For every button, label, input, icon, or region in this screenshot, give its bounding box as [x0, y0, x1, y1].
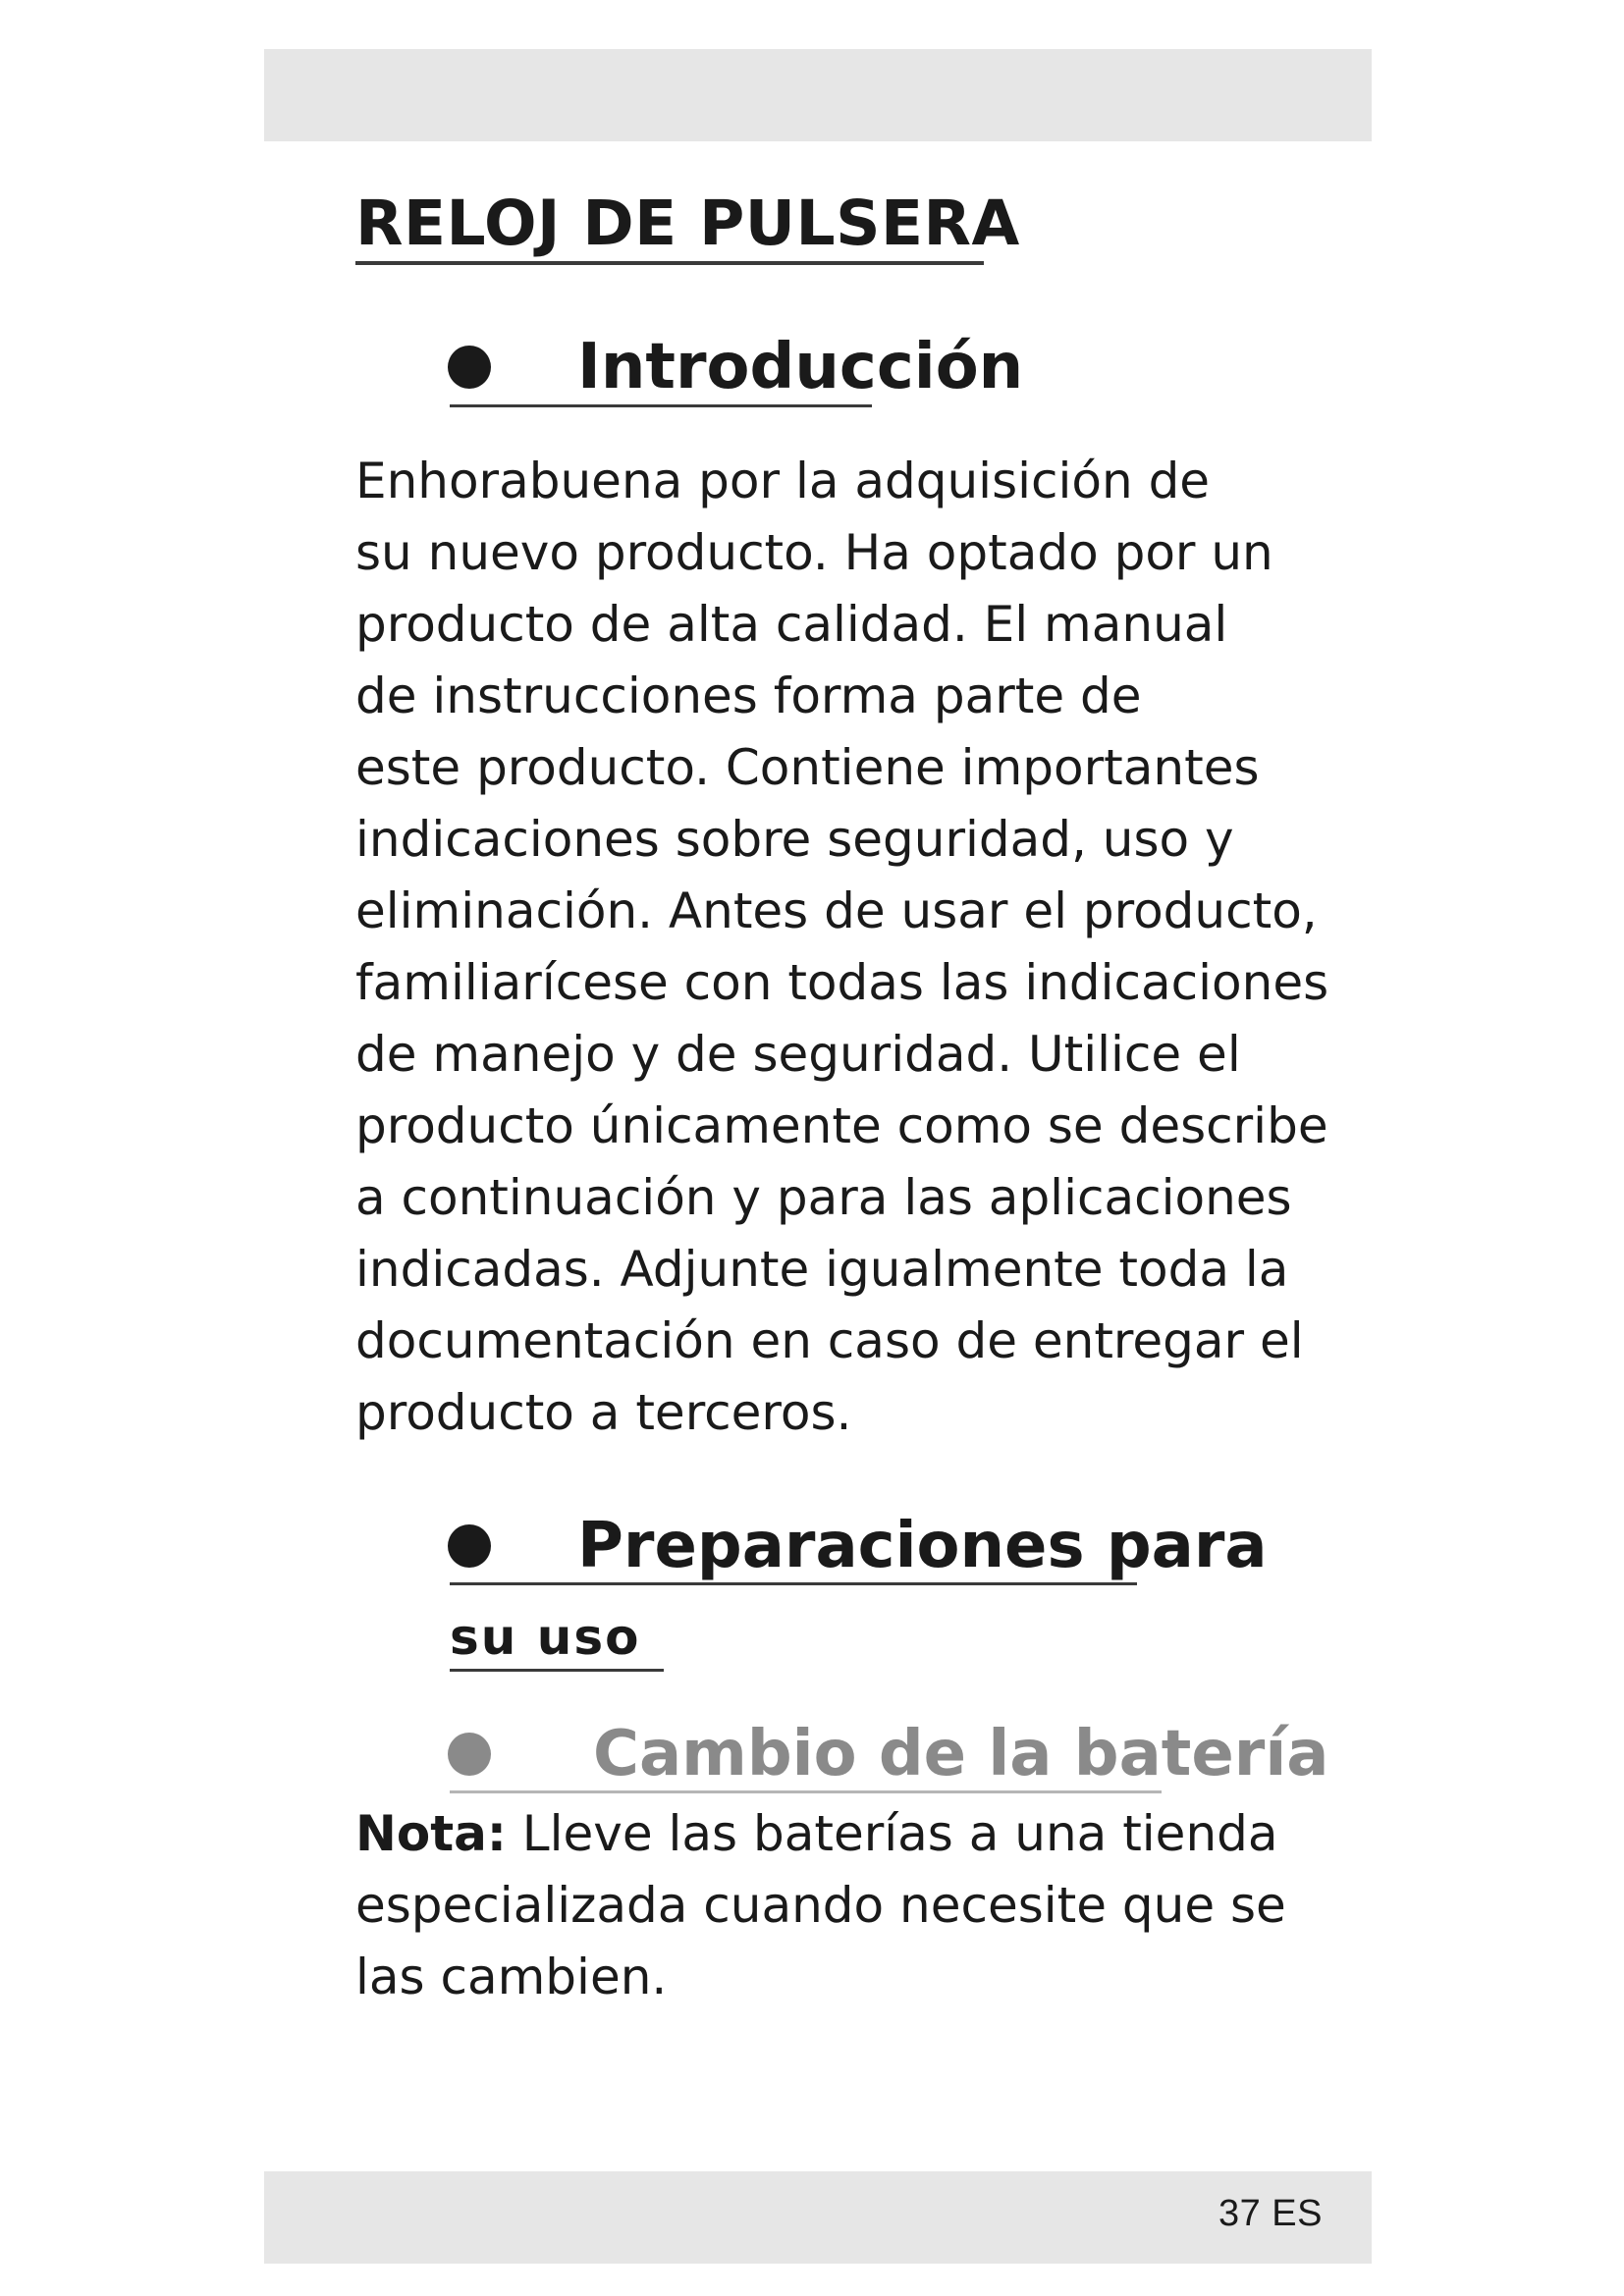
heading-preparaciones: Preparaciones para [577, 1510, 1268, 1582]
note-label: Nota: [355, 1805, 507, 1862]
heading-underline [450, 1790, 1162, 1793]
heading-underline [450, 404, 872, 407]
paragraph-line: su nuevo producto. Ha optado por un [355, 524, 1273, 581]
note-text: Lleve las baterías a una tienda [506, 1805, 1278, 1862]
document-title-underline [355, 261, 984, 265]
paragraph-line: indicadas. Adjunte igualmente toda la [355, 1241, 1289, 1298]
paragraph-line: de manejo y de seguridad. Utilice el [355, 1026, 1241, 1083]
document-title: RELOJ DE PULSERA [355, 187, 1020, 259]
bullet-icon [448, 1524, 491, 1568]
note-paragraph [355, 1798, 1286, 2013]
heading-underline [450, 1582, 1137, 1585]
page-number: 37 ES [1218, 2193, 1323, 2234]
header-band [264, 49, 1372, 141]
heading-preparaciones-continued: su uso [450, 1609, 641, 1666]
bullet-icon [448, 1733, 491, 1776]
paragraph-line: producto a terceros. [355, 1384, 852, 1441]
note-line [355, 1798, 1278, 1870]
paragraph-line: Enhorabuena por la adquisición de [355, 453, 1211, 509]
paragraph-line: eliminación. Antes de usar el producto, [355, 882, 1318, 939]
paragraph-line: indicaciones sobre seguridad, uso y [355, 811, 1234, 868]
paragraph-line: de instrucciones forma parte de [355, 667, 1142, 724]
footer-band [264, 2171, 1372, 2264]
paragraph-line: producto de alta calidad. El manual [355, 596, 1228, 653]
heading-underline [450, 1669, 664, 1672]
heading-cambio-bateria: Cambio de la batería [593, 1718, 1329, 1790]
paragraph-line: documentación en caso de entregar el [355, 1312, 1304, 1369]
note-line: especializada cuando necesite que se [355, 1877, 1286, 1934]
paragraph-line: producto únicamente como se describe [355, 1097, 1328, 1154]
bullet-icon [448, 346, 491, 389]
intro-paragraph [355, 446, 1329, 1449]
paragraph-line: este producto. Contiene importantes [355, 739, 1260, 796]
paragraph-line: a continuación y para las aplicaciones [355, 1169, 1292, 1226]
heading-introduccion: Introducción [577, 331, 1024, 403]
paragraph-line: familiarícese con todas las indicaciones [355, 954, 1329, 1011]
note-line: las cambien. [355, 1949, 668, 2005]
